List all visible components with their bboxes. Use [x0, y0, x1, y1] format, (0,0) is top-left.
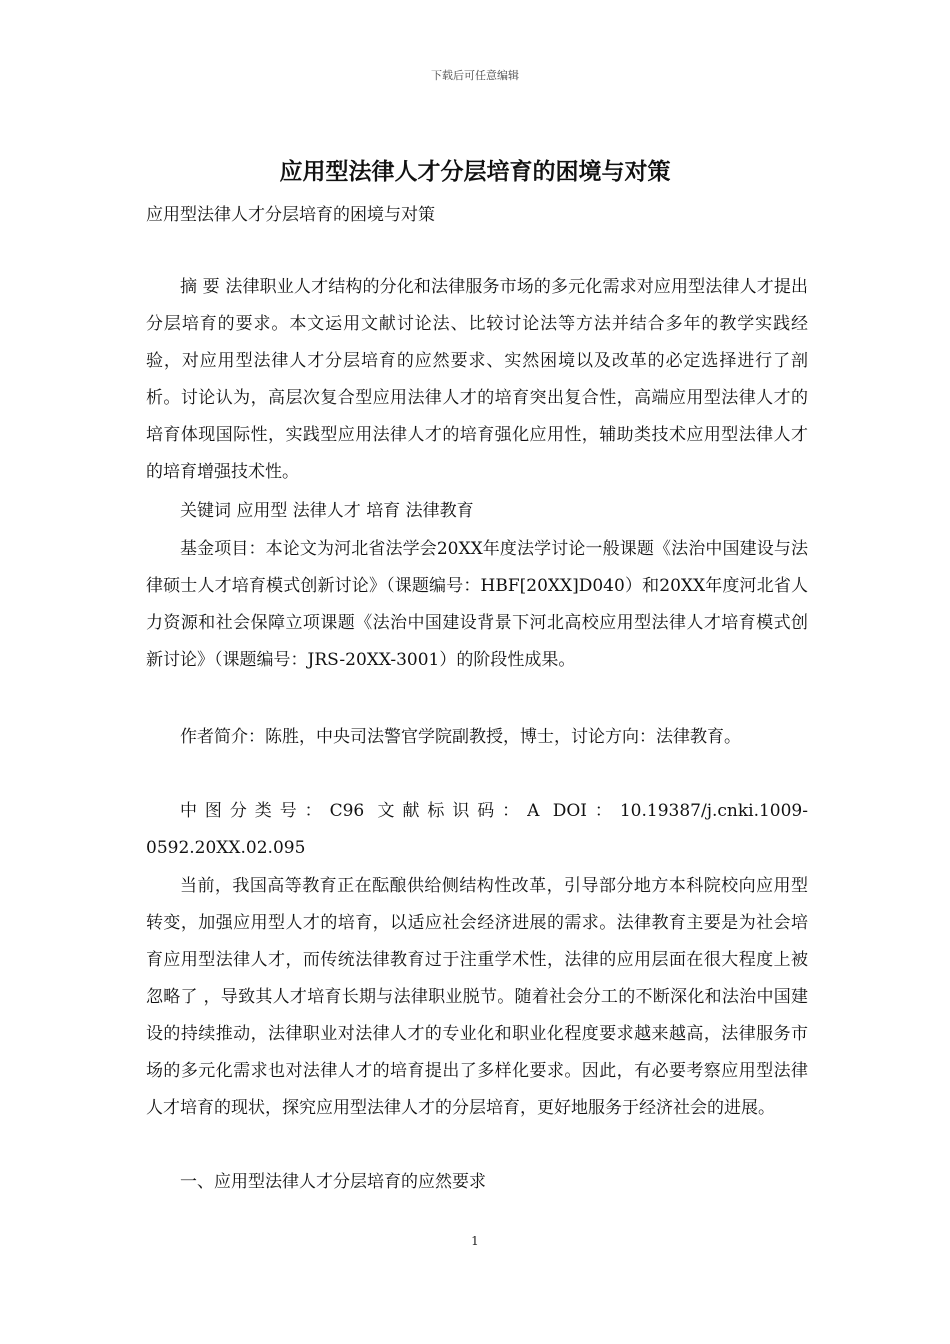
page-title: 应用型法律人才分层培育的困境与对策 [279, 159, 671, 185]
author-paragraph: 作者简介：陈胜，中央司法警官学院副教授，博士，讨论方向：法律教育。 [180, 727, 741, 747]
author-block [146, 719, 808, 756]
fund-paragraph: 基金项目：本论文为河北省法学会20XX年度法学讨论一般课题《法治中国建设与法律硕士人才培育模式创新讨论》（课题编号：HBF[20XX]D040）和20XX年度河北省人力资源和社会保障立项课题《法治中国建设背景下河北高校应用型法律人才培育模式创新讨论》（课题编号：JRS-20XX-3001）的阶段性成果。 [146, 539, 808, 670]
classification-line: 中图分类号：C96 文献标识码：A DOI：10.19387/j.cnki.1009-0592.20XX.02.095 [146, 801, 808, 858]
intro-paragraph: 当前，我国高等教育正在酝酿供给侧结构性改革，引导部分地方本科院校向应用型转变，加强应用型人才的培育，以适应社会经济进展的需求。法律教育主要是为社会培育应用型法律人才，而传统法律教育过于注重学术性，法律的应用层面在很大程度上被忽略了 ，导致其人才培育长期与法律职业脱节。随着社会分工的不断深化和法治中国建设的持续推动，法律职业对法律人才的专业化和职业化程度要求越来越高，法律服务市场的多元化需求也对法律人才的培育提出了多样化要求。因此，有必要考察应用型法律人才培育的现状，探究应用型法律人才的分层培育，更好地服务于经济社会的进展。 [146, 876, 808, 1118]
keywords-line: 关键词 应用型 法律人才 培育 法律教育 [180, 501, 474, 521]
abstract-paragraph: 摘 要 法律职业人才结构的分化和法律服务市场的多元化需求对应用型法律人才提出分层培育的要求。本文运用文献讨论法、比较讨论法等方法并结合多年的教学实践经验，对应用型法律人才分层培育的应然要求、实然困境以及改革的必定选择进行了剖析。讨论认为，高层次复合型应用法律人才的培育突出复合性，高端应用型法律人才的培育体现国际性，实践型应用法律人才的培育强化应用性，辅助类技术应用型法律人才的培育增强技术性。 [146, 277, 808, 482]
intro-block [146, 868, 808, 1127]
abstract-block [146, 269, 808, 491]
keywords-block [146, 493, 808, 530]
classification-block [146, 793, 808, 867]
section-heading: 一、应用型法律人才分层培育的应然要求 [180, 1172, 486, 1192]
fund-block [146, 531, 808, 679]
page-subtitle: 应用型法律人才分层培育的困境与对策 [146, 205, 435, 225]
header-note: 下载后可任意编辑 [431, 69, 519, 82]
section-heading-block [146, 1164, 808, 1201]
page-number: 1 [471, 1234, 479, 1248]
